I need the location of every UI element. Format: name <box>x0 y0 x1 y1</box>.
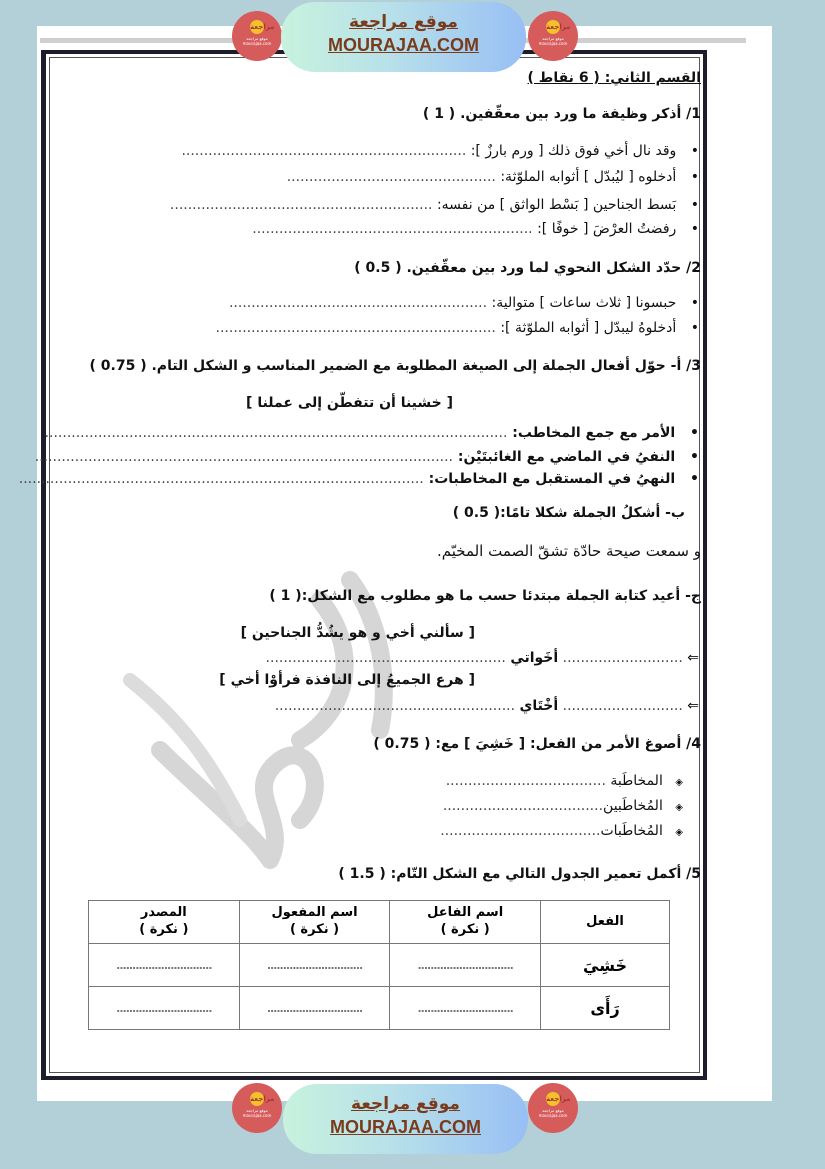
badge-logo-icon: مراجعة <box>250 20 264 34</box>
q3c-heading: ج- أعيد كتابة الجملة مبتدئا حسب ما هو مطلوب مع الشكل:( 1 ) <box>269 588 701 604</box>
badge-logo-icon: مراجعة <box>250 1092 264 1106</box>
banner-arabic: موقع مراجعة <box>351 1094 460 1114</box>
q2-item: • أدخلوهُ ليبدّل [ أثوابه الملوّثة ]: ............................................................... <box>216 320 699 336</box>
q1-item: • أدخلوه [ ليُبدّل ] أثوابه الملوّثة: ............................................... <box>287 169 699 185</box>
answer-blank[interactable]: ........................... <box>562 650 683 666</box>
table-row <box>89 987 670 1030</box>
verb-cell: رَأَى <box>541 987 670 1030</box>
q4-item: ◈ المخاطَبة .................................... <box>446 773 683 789</box>
answer-blank[interactable]: .................................... <box>442 798 604 814</box>
answer-cell[interactable]: .............................. <box>89 987 240 1030</box>
site-badge-top-left[interactable]: مراجعة موقع مراجعة mourajaa.com <box>232 11 282 61</box>
q2-heading: 2/ حدّد الشكل النحوي لما ورد بين معقّفين. ( 0.5 ) <box>354 260 701 276</box>
answer-blank[interactable]: ...................................................... <box>265 650 506 666</box>
q1-heading: 1/ أذكر وظيفة ما ورد بين معقّفين. ( 1 ) <box>422 106 701 122</box>
answer-blank[interactable]: ........................................................................................................ <box>44 425 508 441</box>
q4-heading: 4/ أصوغ الأمر من الفعل: [ خَشِيَ ] مع: ( 0.75 ) <box>373 736 701 752</box>
verb-cell: خَشِيَ <box>541 944 670 987</box>
answer-blank[interactable]: ........................................................... <box>169 197 433 213</box>
q1-item: • وقد نال أخي فوق ذلك [ ورم بارزٌ ]: ................................................................ <box>181 143 699 159</box>
header-verb: الفعل <box>541 901 670 944</box>
answer-cell[interactable]: .............................. <box>239 987 390 1030</box>
badge-logo-icon: مراجعة <box>546 20 560 34</box>
arrow-icon: ⇐ <box>687 650 699 666</box>
badge-logo-icon: مراجعة <box>546 1092 560 1106</box>
q4-item: ◈ المُخاطَبات.................................... <box>440 823 683 839</box>
q3a-item: • الأمر مع جمع المخاطب: ........................................................................................................ <box>45 425 699 441</box>
answer-blank[interactable]: ........................... <box>562 698 683 714</box>
table-row <box>89 944 670 987</box>
q3c-sentence-2: [ هرع الجميعُ إلى النافذة فرأوْا أخي ] <box>219 672 475 688</box>
answer-blank[interactable]: ............................................... <box>286 169 496 185</box>
arrow-icon: ⇐ <box>687 698 699 714</box>
q5-heading: 5/ أكمل تعمير الجدول التالي مع الشكل التّام: ( 1.5 ) <box>338 866 701 882</box>
header-masdar: المصدر ( نكرة ) <box>89 901 240 944</box>
q3c-answer-row-2: ⇐ ........................... أخْتَاي ...................................................... <box>274 698 699 714</box>
site-banner-bottom[interactable] <box>283 1084 528 1154</box>
answer-blank[interactable]: ........................................................................................... <box>18 471 424 487</box>
banner-latin: MOURAJAA.COM <box>328 35 479 55</box>
q3b-sentence: و سمعت صيحة حادّة تشقّ الصمت المخيّم. <box>436 542 701 560</box>
answer-cell[interactable]: .............................. <box>390 987 541 1030</box>
answer-blank[interactable]: ................................................................ <box>181 143 467 159</box>
site-banner-top[interactable] <box>281 2 526 72</box>
answer-blank[interactable]: ............................................................... <box>252 221 533 237</box>
header-active-participle: اسم الفاعل ( نكرة ) <box>390 901 541 944</box>
q3a-item: • النفيُ في الماضي مع الغائبتَيْن: .............................................................................................. <box>35 449 699 465</box>
answer-cell[interactable]: .............................. <box>239 944 390 987</box>
q3a-heading: 3/ أ- حوّل أفعال الجملة إلى الصيغة المطلوبة مع الضمير المناسب و الشكل التام. ( 0.75 ) <box>89 358 701 374</box>
header-passive-participle: اسم المفعول ( نكرة ) <box>239 901 390 944</box>
answer-cell[interactable]: .............................. <box>390 944 541 987</box>
q3c-sentence-1: [ سألني أخي و هو يشُدُّ الجناحين ] <box>240 625 475 641</box>
section-title: القسم الثاني: ( 6 نقاط ) <box>527 70 701 86</box>
site-badge-bottom-left[interactable]: مراجعة موقع مراجعة mourajaa.com <box>232 1083 282 1133</box>
q3a-item: • النهيُ في المستقبل مع المخاطبات: ........................................................................................... <box>19 471 699 487</box>
q1-item: • رفضتُ العرْضَ [ خوفًا ]: ............................................................... <box>252 221 699 237</box>
banner-arabic: موقع مراجعة <box>349 12 458 32</box>
q3a-sentence: [ خشينا أن تتفطّن إلى عملنا ] <box>246 395 453 411</box>
answer-blank[interactable]: ............................................................... <box>215 320 496 336</box>
banner-latin: MOURAJAA.COM <box>330 1117 481 1137</box>
answer-cell[interactable]: .............................. <box>89 944 240 987</box>
q5-table <box>88 900 670 1030</box>
answer-blank[interactable]: .......................................................... <box>228 295 488 311</box>
answer-blank[interactable]: .................................... <box>440 823 601 839</box>
answer-blank[interactable]: ...................................................... <box>274 698 516 714</box>
q3c-answer-row-1: ⇐ ........................... أخَواتي ...................................................... <box>265 650 699 666</box>
q1-item: • بَسط الجناحين [ بَسْط الواثق ] من نفسه: ........................................................... <box>170 197 699 213</box>
q4-item: ◈ المُخاطَبين.................................... <box>443 798 683 814</box>
answer-blank[interactable]: .................................... <box>445 773 606 789</box>
site-badge-top-right[interactable]: مراجعة موقع مراجعة mourajaa.com <box>528 11 578 61</box>
q2-item: • حبسونا [ ثلاث ساعات ] متوالية: .......................................................... <box>229 295 699 311</box>
site-badge-bottom-right[interactable]: مراجعة موقع مراجعة mourajaa.com <box>528 1083 578 1133</box>
q3b-heading: ب- أشكلُ الجملة شكلا تامًا:( 0.5 ) <box>452 505 685 521</box>
answer-blank[interactable]: .............................................................................................. <box>34 449 454 465</box>
table-header-row <box>89 901 670 944</box>
